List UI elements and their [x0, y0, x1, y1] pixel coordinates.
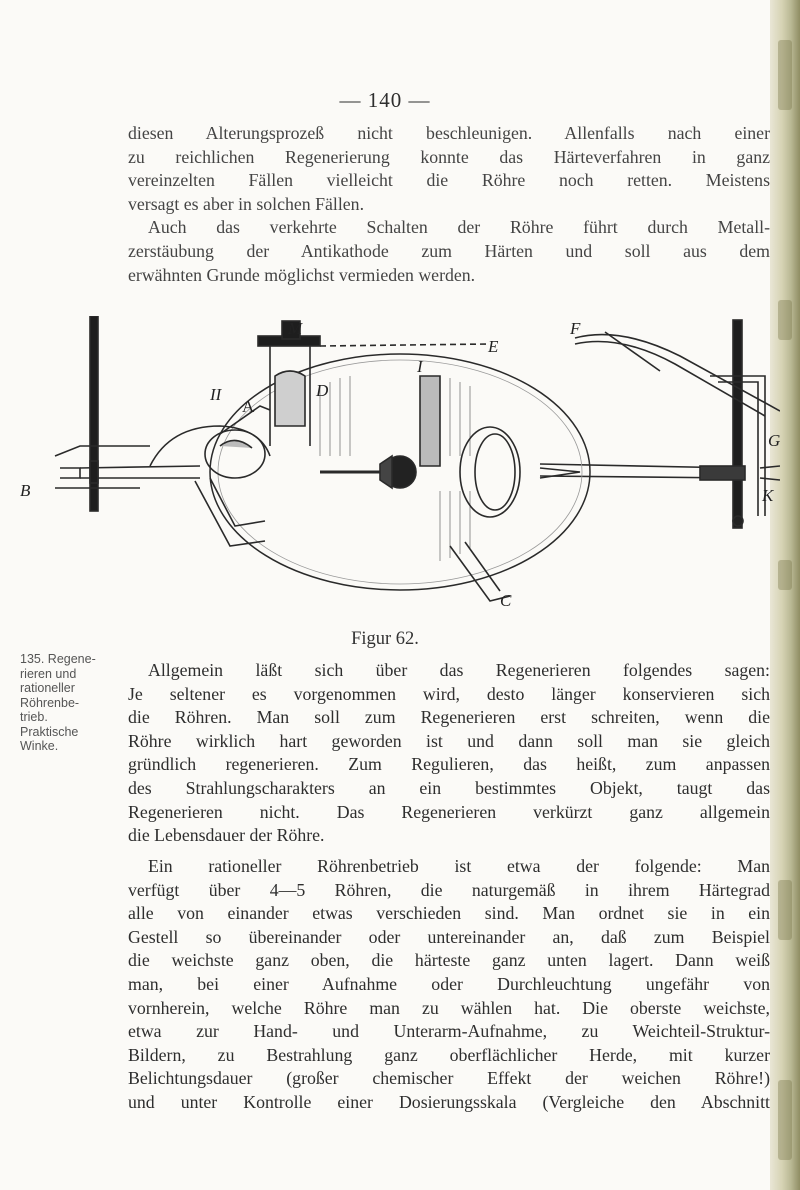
text-line: vereinzelten Fällen vielleicht die Röhre noch retten. Meistens	[128, 170, 770, 191]
text-line: die Lebensdauer der Röhre.	[128, 825, 325, 846]
text-line: Auch das verkehrte Schalten der Röhre führt durch Metall-	[148, 217, 770, 238]
intro-paragraph	[128, 122, 770, 287]
text-line: verfügt über 4—5 Röhren, die naturgemäß in ihrem Härtegrad	[128, 879, 770, 900]
margin-note-line: Praktische	[20, 724, 79, 739]
text-line: Regenerieren nicht. Das Regenerieren verkürzt ganz allgemein	[128, 801, 770, 822]
text-line: erwähnten Grunde möglichst vermieden werden.	[128, 264, 476, 285]
text-line: Allgemein läßt sich über das Regenerieren folgendes sagen:	[148, 660, 770, 680]
text-line: etwa zur Hand- und Unterarm-Aufnahme, zu Weichteil-Struktur-	[128, 1021, 770, 1042]
text-line: Ein rationeller Röhrenbetrieb ist etwa der folgende: Man	[148, 856, 770, 876]
text-line: man, bei einer Aufnahme oder Durchleuchtung ungefähr von	[128, 973, 770, 994]
text-line: alle von einander etwas verschieden sind. Man ordnet sie in ein	[128, 903, 770, 924]
margin-note-line: Winke.	[20, 739, 59, 753]
text-line: des Strahlungscharakters an ein bestimmtes Objekt, taugt das	[128, 777, 770, 798]
body-paragraph-2	[128, 855, 770, 1115]
figure-label: F	[570, 319, 581, 338]
figure-label: B	[20, 481, 31, 500]
text-line: diesen Alterungsprozeß nicht beschleunigen. Allenfalls nach einer	[128, 123, 770, 143]
margin-note-line: 135. Regene-	[20, 652, 96, 666]
margin-note-line: rieren und	[20, 666, 77, 681]
text-line: Je seltener es vorgenommen wird, desto länger konservieren sich	[128, 683, 770, 704]
text-line: zerstäubung der Antikathode zum Härten und soll aus dem	[128, 240, 770, 261]
figure-label: D	[316, 381, 329, 400]
text-line: und unter Kontrolle einer Dosierungsskala (Vergleiche den Abschnitt	[128, 1091, 770, 1112]
figure-x-ray-tube-diagram	[20, 316, 780, 626]
text-line: vornherein, welche Röhre man zu wählen hat. Die oberste weichste,	[128, 997, 770, 1018]
margin-note-line: trieb.	[20, 710, 48, 724]
text-line: versagt es aber in solchen Fällen.	[128, 193, 365, 214]
figure-label: M	[288, 319, 303, 338]
margin-note-line: Röhrenbe-	[20, 695, 80, 710]
figure-label: K	[762, 486, 774, 505]
text-line: Gestell so übereinander oder untereinander an, daß zum Beispiel	[128, 926, 770, 947]
text-line: gründlich regenerieren. Zum Regulieren, das heißt, zum anpassen	[128, 754, 770, 775]
figure-label: E	[488, 337, 499, 356]
text-line: zu reichlichen Regenerierung konnte das Härteverfahren in ganz	[128, 146, 770, 167]
figure-label: A	[242, 397, 255, 416]
figure-label: II	[210, 385, 222, 404]
text-line: die Röhren. Man soll zum Regenerieren erst schreiten, wenn die	[128, 707, 770, 728]
text-line: die weichste ganz oben, die härteste ganz unten lagert. Dann weiß	[128, 950, 770, 971]
margin-note	[20, 652, 120, 754]
body-paragraph-1	[128, 659, 770, 848]
page-number: — 140 —	[339, 88, 431, 112]
text-line: Bildern, zu Bestrahlung ganz oberflächlicher Herde, mit kurzer	[128, 1044, 770, 1065]
text-line: Röhre wirklich hart geworden ist und dann soll man sie gleich	[128, 730, 770, 751]
margin-note-line: rationeller	[20, 681, 75, 695]
figure-label: C	[500, 591, 512, 610]
figure-label: G	[768, 431, 780, 450]
text-line: Belichtungsdauer (großer chemischer Effekt der weichen Röhre!)	[128, 1068, 770, 1089]
figure-caption: Figur 62.	[351, 629, 419, 649]
figure-label: I	[417, 357, 423, 376]
x-ray-tube-drawing	[20, 316, 780, 626]
right-stand-pole	[733, 320, 742, 528]
